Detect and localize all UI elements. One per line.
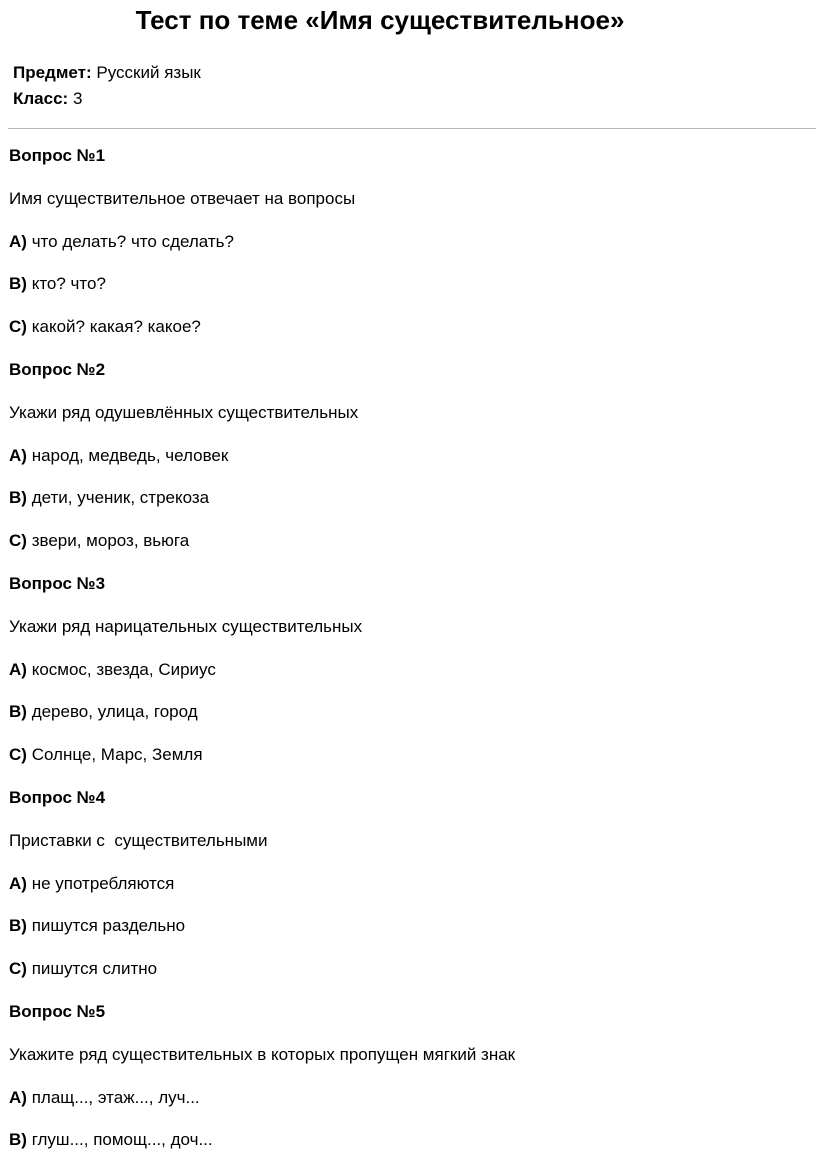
question-text: Укажи ряд одушевлённых существительных — [9, 402, 359, 422]
option-letter: A) — [9, 659, 27, 679]
option-c — [9, 745, 809, 765]
option-letter: C) — [9, 531, 27, 551]
option-text: дерево, улица, город — [31, 702, 198, 722]
option-b — [9, 916, 809, 936]
option-text: какой? какая? какое? — [31, 317, 201, 337]
option-b — [9, 702, 809, 722]
option-letter: C) — [9, 317, 27, 337]
question-heading: Вопрос №1 — [9, 146, 106, 165]
grade-value: 3 — [72, 89, 83, 108]
subject-line — [13, 63, 201, 83]
option-c — [9, 959, 809, 979]
option-letter: A) — [9, 873, 27, 893]
question-heading: Вопрос №4 — [9, 787, 106, 807]
option-text: не употребляются — [31, 873, 175, 893]
option-letter: B) — [9, 1130, 27, 1150]
option-letter: A) — [9, 445, 27, 465]
option-letter: A) — [9, 1087, 27, 1107]
divider — [8, 128, 816, 129]
option-a — [9, 446, 809, 466]
option-text: пишутся раздельно — [31, 916, 186, 936]
question-text: Имя существительное отвечает на вопросы — [9, 188, 356, 208]
option-text: кто? что? — [31, 274, 106, 294]
option-letter: B) — [9, 916, 27, 936]
option-letter: C) — [9, 959, 27, 979]
option-letter: C) — [9, 745, 27, 765]
option-b — [9, 488, 809, 508]
option-a — [9, 660, 809, 680]
option-text: плащ..., этаж..., луч... — [31, 1087, 200, 1107]
option-a — [9, 874, 809, 894]
option-text: Солнце, Марс, Земля — [31, 745, 203, 765]
subject-value: Русский язык — [96, 63, 201, 82]
option-text: космос, звезда, Сириус — [31, 659, 216, 679]
question-1 — [9, 146, 809, 337]
option-text: звери, мороз, вьюга — [31, 531, 190, 551]
option-b — [9, 274, 809, 294]
option-text: дети, ученик, стрекоза — [31, 488, 210, 508]
question-2 — [9, 360, 809, 551]
question-text: Приставки с существительными — [9, 830, 268, 850]
option-c — [9, 317, 809, 337]
question-heading: Вопрос №3 — [9, 573, 106, 593]
questions-list — [9, 146, 809, 1173]
option-text: глуш..., помощ..., доч... — [31, 1130, 213, 1150]
option-letter: B) — [9, 702, 27, 722]
question-heading: Вопрос №5 — [9, 1001, 106, 1021]
question-text: Укажите ряд существительных в которых пропущен мягкий знак — [9, 1044, 516, 1064]
question-text: Укажи ряд нарицательных существительных — [9, 616, 363, 636]
grade-label: Класс: — [13, 89, 69, 108]
question-3 — [9, 574, 809, 765]
option-text: что делать? что сделать? — [31, 231, 234, 251]
grade-line — [13, 89, 82, 109]
option-letter: B) — [9, 488, 27, 508]
page-title: Тест по теме «Имя существительное» — [135, 5, 625, 35]
question-5 — [9, 1002, 809, 1150]
option-text: народ, медведь, человек — [31, 445, 229, 465]
option-b — [9, 1130, 809, 1150]
option-text: пишутся слитно — [31, 959, 158, 979]
option-letter: B) — [9, 274, 27, 294]
question-heading: Вопрос №2 — [9, 359, 106, 379]
question-4 — [9, 788, 809, 979]
option-a — [9, 1088, 809, 1108]
option-c — [9, 531, 809, 551]
subject-label: Предмет: — [13, 63, 92, 82]
option-letter: A) — [9, 231, 27, 251]
option-a — [9, 232, 809, 252]
